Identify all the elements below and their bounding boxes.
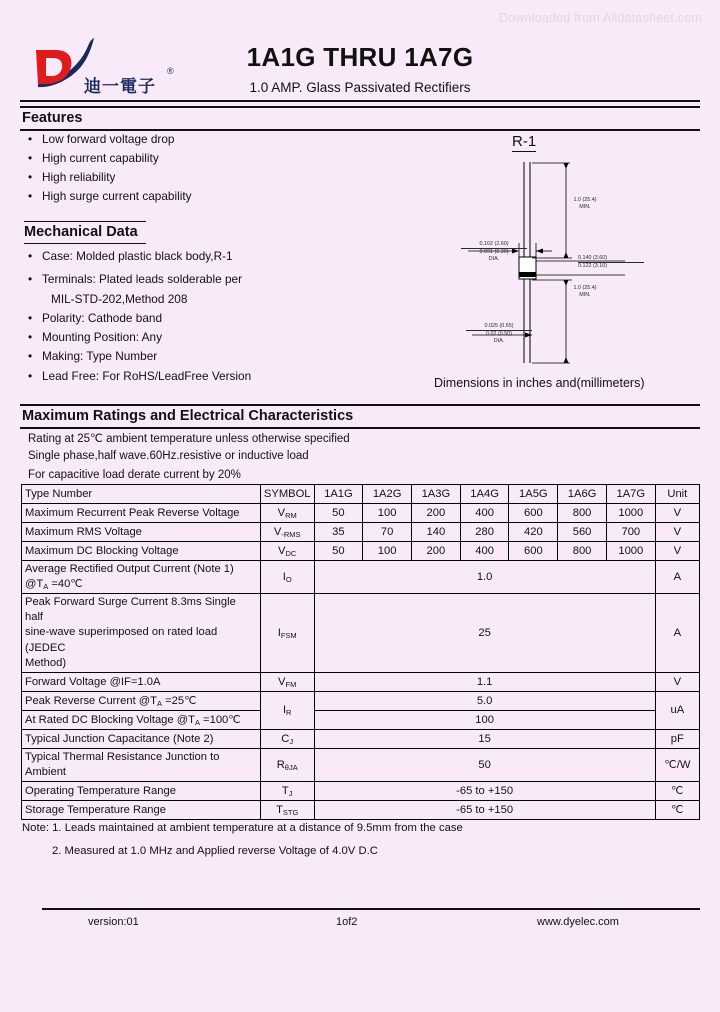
- cell-value: 35: [314, 523, 363, 542]
- symbol-sub: RM: [285, 511, 297, 520]
- cell-value: 70: [363, 523, 412, 542]
- cell-value: 100: [363, 504, 412, 523]
- table-row: [22, 800, 700, 819]
- cell-value: 800: [558, 542, 607, 561]
- row-desc: Storage Temperature Range: [22, 800, 261, 819]
- cell-value: 420: [509, 523, 558, 542]
- mechanical-topline: [24, 221, 146, 222]
- row-symbol: [260, 594, 314, 673]
- symbol-sub: R: [286, 708, 292, 718]
- bullet-dot-icon: •: [28, 330, 33, 344]
- mechanical-label-4: Making: Type Number: [42, 349, 158, 363]
- dim-body-len-max: 0.140 (3.60): [578, 255, 644, 263]
- bullet-dot-icon: •: [28, 369, 33, 383]
- row-symbol: [260, 542, 314, 561]
- footer-divider: [42, 908, 700, 910]
- watermark-text: Downloaded from Alldatasheet.com: [498, 11, 702, 25]
- row-symbol: [260, 523, 314, 542]
- footer-website[interactable]: www.dyelec.com: [537, 916, 619, 928]
- mechanical-item-2: [28, 311, 162, 325]
- table-row: [22, 504, 700, 523]
- col-symbol: SYMBOL: [260, 485, 314, 504]
- bullet-dot-icon: •: [28, 349, 33, 363]
- dim-top-lead-value: 1.0 (25.4): [573, 197, 597, 203]
- cell-value: 200: [412, 504, 461, 523]
- feature-label-1: High current capability: [42, 151, 159, 165]
- cell-value: 100: [363, 542, 412, 561]
- symbol-main: V: [277, 507, 286, 519]
- cell-value: 700: [606, 523, 655, 542]
- row-symbol: [260, 781, 314, 800]
- col-1a6g: 1A6G: [558, 485, 607, 504]
- row-desc: Forward Voltage @IF=1.0A: [22, 672, 261, 691]
- symbol-main: I: [282, 571, 286, 584]
- symbol-main: V: [278, 675, 286, 688]
- cell-value: 600: [509, 504, 558, 523]
- feature-item-2: [28, 170, 115, 184]
- row-desc-text: At Rated DC Blocking Voltage @T: [25, 714, 195, 727]
- registered-mark: ®: [167, 66, 174, 76]
- mechanical-item-3: [28, 330, 162, 344]
- ratings-underline: [20, 427, 700, 429]
- bullet-dot-icon: •: [28, 170, 33, 184]
- cell-value: 1000: [606, 542, 655, 561]
- cell-value: 560: [558, 523, 607, 542]
- page-title: 1A1G THRU 1A7G: [246, 42, 474, 72]
- symbol-sub: J: [288, 788, 293, 798]
- mechanical-underline: [24, 243, 146, 244]
- bullet-dot-icon: •: [28, 189, 33, 203]
- row-symbol: [260, 691, 314, 729]
- row-symbol: [260, 800, 314, 819]
- row-desc-end: =100℃: [199, 714, 241, 727]
- mechanical-label-5: Lead Free: For RoHS/LeadFree Version: [42, 369, 252, 383]
- cell-value: 600: [509, 542, 558, 561]
- cell-unit: V: [655, 523, 699, 542]
- ratings-note-1: Single phase,half wave.60Hz.resistive or inductive load: [28, 450, 309, 462]
- bullet-dot-icon: •: [28, 272, 33, 286]
- row-symbol: [260, 504, 314, 523]
- row-desc-sub: A: [43, 582, 49, 592]
- dim-lead-dia-qualifier: DIA.: [493, 337, 505, 344]
- cell-unit: V: [655, 504, 699, 523]
- table-row: [22, 729, 700, 748]
- cell-value: 400: [460, 542, 509, 561]
- row-desc-line3: Method): [25, 656, 67, 669]
- dim-bottom-lead: [548, 285, 622, 299]
- mechanical-item-4: [28, 349, 157, 363]
- footer-version: version:01: [88, 916, 139, 928]
- dim-lead-dia-max: 0.025 (0.65): [466, 323, 532, 331]
- symbol-sub: STG: [282, 807, 299, 817]
- cell-unit: ℃: [655, 781, 699, 800]
- ratings-topline: [20, 404, 700, 406]
- cell-value-merged: 5.0: [314, 691, 655, 710]
- mechanical-label-1: Terminals: Plated leads solderable per: [42, 272, 242, 286]
- cell-value: 400: [460, 504, 509, 523]
- symbol-sub: -RMS: [281, 530, 301, 539]
- feature-label-0: Low forward voltage drop: [42, 132, 175, 146]
- bullet-dot-icon: •: [28, 249, 33, 263]
- feature-item-3: [28, 189, 192, 203]
- row-desc: Typical Junction Capacitance (Note 2): [22, 729, 261, 748]
- cell-value: 280: [460, 523, 509, 542]
- row-symbol: [260, 672, 314, 691]
- table-row: [22, 748, 700, 781]
- col-1a3g: 1A3G: [412, 485, 461, 504]
- ratings-note-2: For capacitive load derate current by 20%: [28, 469, 241, 481]
- cell-value: 1000: [606, 504, 655, 523]
- cell-value: 50: [314, 542, 363, 561]
- row-desc-line1: Average Rectified Output Current (Note 1): [25, 563, 234, 575]
- table-row: [22, 691, 700, 710]
- dim-lead-diameter: [466, 323, 532, 344]
- row-desc: [22, 561, 261, 594]
- row-desc-line2-end: =40℃: [48, 578, 83, 591]
- cell-value-merged: -65 to +150: [314, 781, 655, 800]
- mechanical-item-0: [28, 249, 233, 263]
- bullet-dot-icon: •: [28, 311, 33, 325]
- table-row: [22, 542, 700, 561]
- dim-bottom-lead-value: 1.0 (25.4): [573, 285, 597, 291]
- features-heading: Features: [22, 110, 83, 126]
- row-desc-end: =25℃: [162, 695, 197, 708]
- footnote-1: Note: 1. Leads maintained at ambient temperature at a distance of 9.5mm from the case: [22, 822, 463, 834]
- cell-value-merged: 15: [314, 729, 655, 748]
- mechanical-label-0: Case: Molded plastic black body,R-1: [42, 249, 233, 263]
- table-row: [22, 523, 700, 542]
- dim-top-lead: [548, 197, 622, 211]
- row-desc-text: Peak Reverse Current @T: [25, 695, 157, 708]
- symbol-sub: O: [285, 575, 292, 585]
- mechanical-item-1: [28, 272, 242, 286]
- col-1a5g: 1A5G: [509, 485, 558, 504]
- cell-value-merged: 25: [314, 594, 655, 673]
- col-type-number: Type Number: [22, 485, 261, 504]
- row-symbol: [260, 561, 314, 594]
- package-name-label: R-1: [512, 133, 537, 150]
- cell-value-merged: 1.1: [314, 672, 655, 691]
- cell-value-merged: -65 to +150: [314, 800, 655, 819]
- row-symbol: [260, 748, 314, 781]
- feature-item-1: [28, 151, 159, 165]
- specifications-table: [21, 484, 700, 820]
- symbol-sub: DC: [285, 549, 297, 558]
- dim-body-dia-min: 0.091 (2.30): [479, 248, 509, 255]
- symbol-sub: FSM: [280, 630, 297, 640]
- dim-body-dia-qualifier: DIA.: [488, 255, 500, 262]
- dim-body-len-min: 0.122 (3.10): [578, 262, 608, 269]
- dim-bottom-lead-qualifier: MIN.: [579, 291, 591, 298]
- feature-label-2: High reliability: [42, 170, 116, 184]
- cell-value-merged: 50: [314, 748, 655, 781]
- dim-body-length: [578, 255, 644, 270]
- row-desc-sub: A: [194, 718, 200, 728]
- dimensions-caption: Dimensions in inches and(millimeters): [434, 376, 645, 390]
- cell-unit: A: [655, 561, 699, 594]
- row-symbol: [260, 729, 314, 748]
- col-1a1g: 1A1G: [314, 485, 363, 504]
- footer-page-number: 1of2: [336, 916, 358, 928]
- cell-unit: pF: [655, 729, 699, 748]
- dim-lead-dia-min: 0.02 (0.50): [485, 330, 513, 337]
- bullet-dot-icon: •: [28, 151, 33, 165]
- cell-unit: ℃/W: [655, 748, 699, 781]
- col-1a7g: 1A7G: [606, 485, 655, 504]
- mechanical-item-5: [28, 369, 251, 383]
- cell-value: 800: [558, 504, 607, 523]
- symbol-main: T: [281, 784, 289, 797]
- symbol-main: I: [282, 704, 287, 717]
- cell-unit: V: [655, 542, 699, 561]
- cell-unit: uA: [655, 691, 699, 729]
- mechanical-label-2: Polarity: Cathode band: [42, 311, 163, 325]
- table-header-row: [22, 485, 700, 504]
- table-row: [22, 710, 700, 729]
- dim-body-dia-max: 0.102 (2.60): [461, 241, 527, 249]
- symbol-main: R: [276, 758, 285, 771]
- row-desc: Maximum Recurrent Peak Reverse Voltage: [22, 504, 261, 523]
- cell-value: 200: [412, 542, 461, 561]
- symbol-main: T: [276, 803, 283, 816]
- table-row: [22, 672, 700, 691]
- row-desc-line2: Ambient: [25, 765, 67, 778]
- symbol-sub: FM: [285, 679, 297, 689]
- feature-label-3: High surge current capability: [42, 189, 192, 203]
- row-desc: [22, 710, 261, 729]
- ratings-note-0: Rating at 25℃ ambient temperature unless otherwise specified: [28, 433, 350, 445]
- cell-value-merged: 100: [314, 710, 655, 729]
- symbol-sub: J: [289, 736, 294, 746]
- row-desc-line2: sine-wave superimposed on rated load (JEDEC: [25, 626, 218, 654]
- bullet-dot-icon: •: [28, 132, 33, 146]
- table-row: [22, 594, 700, 673]
- header-divider: [20, 100, 700, 108]
- footnote-2: 2. Measured at 1.0 MHz and Applied reverse Voltage of 4.0V D.C: [52, 845, 378, 857]
- symbol-main: I: [277, 626, 281, 639]
- symbol-main: C: [281, 732, 290, 745]
- mechanical-continuation: MIL-STD-202,Method 208: [51, 292, 188, 306]
- row-desc: [22, 594, 261, 673]
- page-subtitle: 1.0 AMP. Glass Passivated Rectifiers: [249, 80, 471, 95]
- symbol-main: V: [278, 545, 286, 557]
- mechanical-label-3: Mounting Position: Any: [42, 330, 163, 344]
- col-1a4g: 1A4G: [460, 485, 509, 504]
- cell-unit: A: [655, 594, 699, 673]
- row-desc: [22, 691, 261, 710]
- table-row: [22, 561, 700, 594]
- dim-body-diameter: [461, 241, 527, 262]
- col-unit: Unit: [655, 485, 699, 504]
- row-desc: Maximum RMS Voltage: [22, 523, 261, 542]
- row-desc-sub: A: [156, 699, 162, 709]
- cell-unit: V: [655, 672, 699, 691]
- row-desc: Maximum DC Blocking Voltage: [22, 542, 261, 561]
- ratings-heading: Maximum Ratings and Electrical Characteristics: [22, 408, 354, 424]
- col-1a2g: 1A2G: [363, 485, 412, 504]
- cell-unit: ℃: [655, 800, 699, 819]
- row-desc: Operating Temperature Range: [22, 781, 261, 800]
- cell-value-merged: 1.0: [314, 561, 655, 594]
- symbol-sub: θJA: [284, 762, 298, 772]
- mechanical-heading: Mechanical Data: [24, 224, 138, 240]
- cell-value: 140: [412, 523, 461, 542]
- table-row: [22, 781, 700, 800]
- cell-value: 50: [314, 504, 363, 523]
- feature-item-0: [28, 132, 174, 146]
- row-desc-line1: Peak Forward Surge Current 8.3ms Single half: [25, 596, 236, 624]
- row-desc: [22, 748, 261, 781]
- row-desc-line1: Typical Thermal Resistance Junction to: [25, 750, 220, 763]
- symbol-main: V: [273, 526, 282, 538]
- dim-top-lead-qualifier: MIN.: [579, 203, 591, 210]
- logo-chinese-text: 迪一電子: [84, 77, 156, 96]
- row-desc-line2: @T: [25, 578, 44, 591]
